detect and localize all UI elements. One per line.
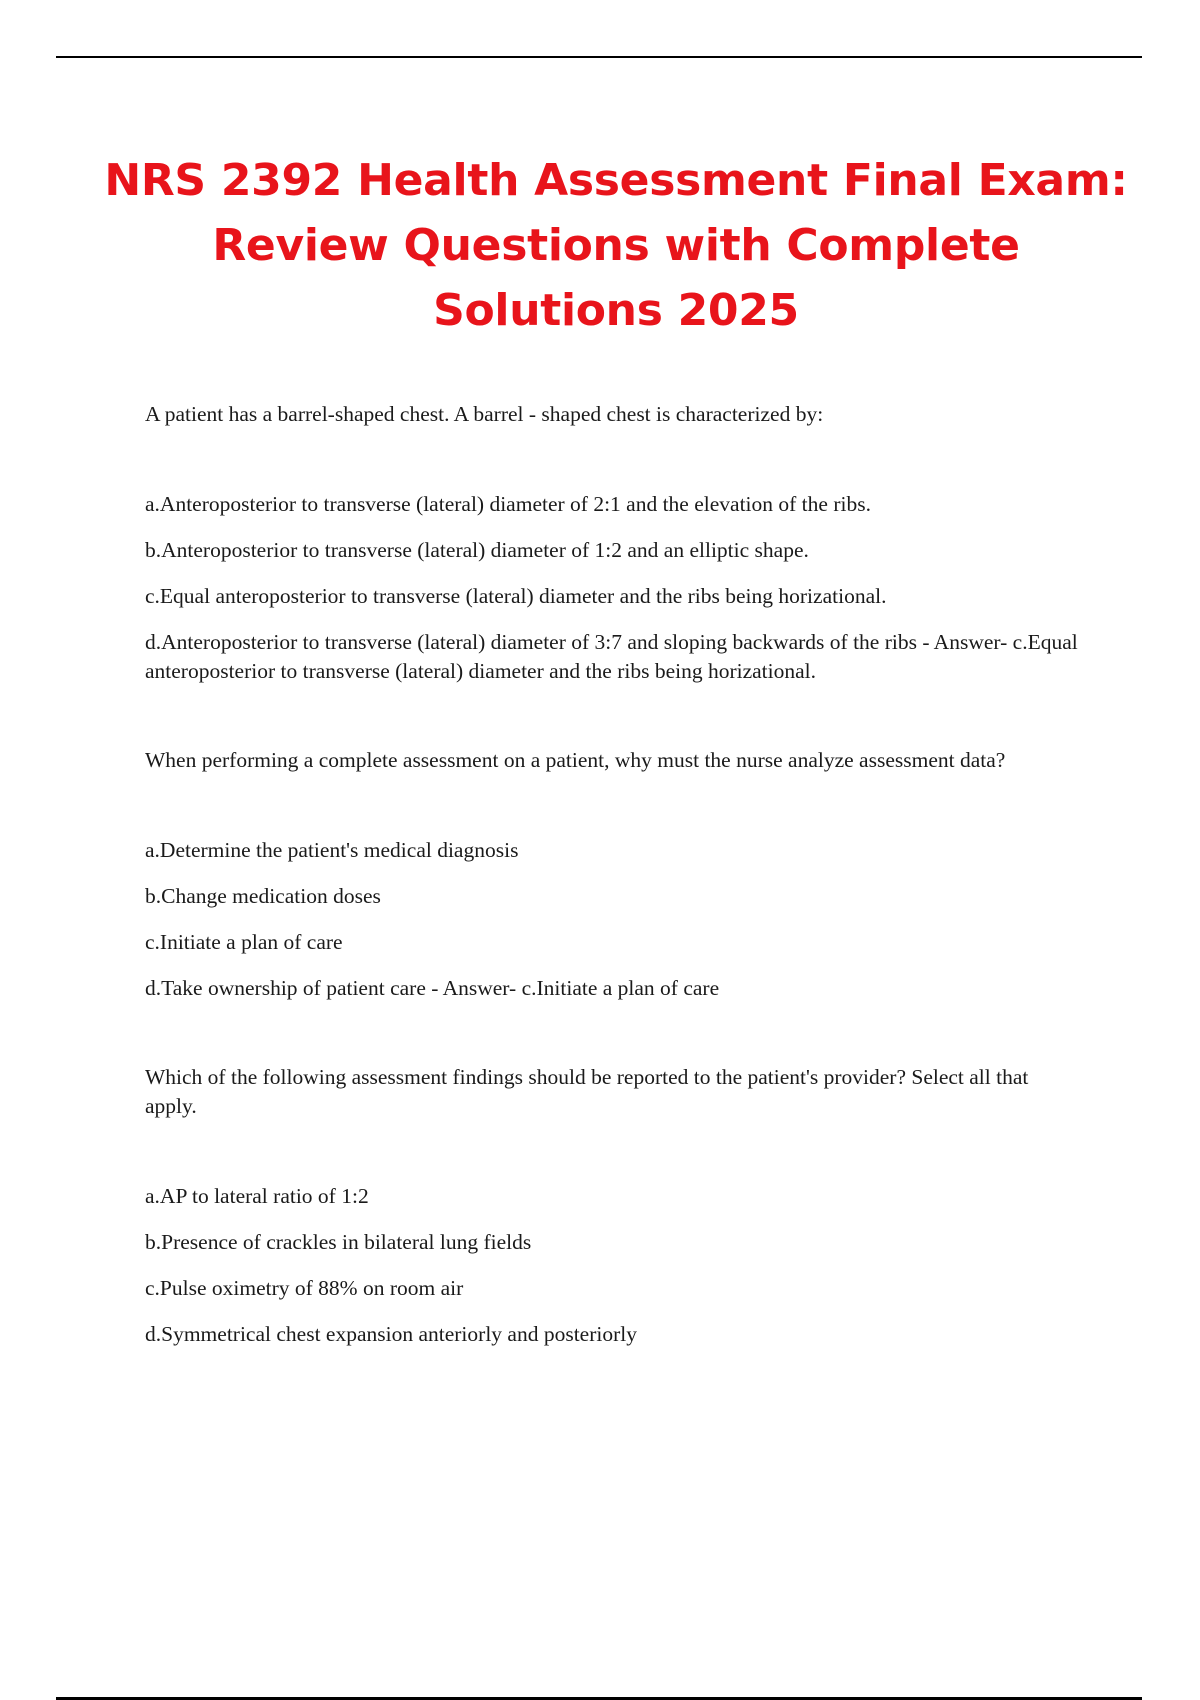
question-1-option-a: a.Anteroposterior to transverse (lateral) diameter of 2:1 and the elevation of the ribs.	[145, 492, 871, 516]
question-3-option-b: b.Presence of crackles in bilateral lung fields	[145, 1230, 532, 1254]
document-body	[145, 400, 1085, 1349]
question-2-option-b: b.Change medication doses	[145, 884, 381, 908]
question-2-option-c: c.Initiate a plan of care	[145, 930, 343, 954]
title-line-1: NRS 2392 Health Assessment Final Exam:	[104, 155, 1128, 206]
title-line-3: Solutions 2025	[433, 285, 799, 336]
question-1-option-b: b.Anteroposterior to transverse (lateral) diameter of 1:2 and an elliptic shape.	[145, 538, 809, 562]
question-2-options	[145, 836, 1085, 1003]
question-3-prompt: Which of the following assessment findings should be reported to the patient's provider? Select all that apply.	[145, 1065, 1029, 1118]
question-3-option-a: a.AP to lateral ratio of 1:2	[145, 1184, 369, 1208]
question-1-option-c: c.Equal anteroposterior to transverse (lateral) diameter and the ribs being horizational.	[145, 584, 887, 608]
question-1-prompt: A patient has a barrel-shaped chest. A barrel - shaped chest is characterized by:	[145, 402, 824, 426]
question-3-options	[145, 1182, 1085, 1349]
question-1-option-d: d.Anteroposterior to transverse (lateral) diameter of 3:7 and sloping backwards of the ribs - Answer- c.Equal anteroposterior to transverse (lateral) diameter and the ribs being horizational.	[145, 630, 1078, 683]
question-2-prompt: When performing a complete assessment on a patient, why must the nurse analyze assessment data?	[145, 748, 1006, 772]
question-2-option-d: d.Take ownership of patient care - Answer- c.Initiate a plan of care	[145, 976, 720, 1000]
top-rule	[56, 56, 1142, 58]
question-1-options	[145, 490, 1085, 686]
document-title	[100, 148, 1132, 343]
title-line-2: Review Questions with Complete	[212, 220, 1020, 271]
question-2-option-a: a.Determine the patient's medical diagnosis	[145, 838, 519, 862]
question-3-option-d: d.Symmetrical chest expansion anteriorly and posteriorly	[145, 1322, 637, 1346]
question-3-option-c: c.Pulse oximetry of 88% on room air	[145, 1276, 464, 1300]
